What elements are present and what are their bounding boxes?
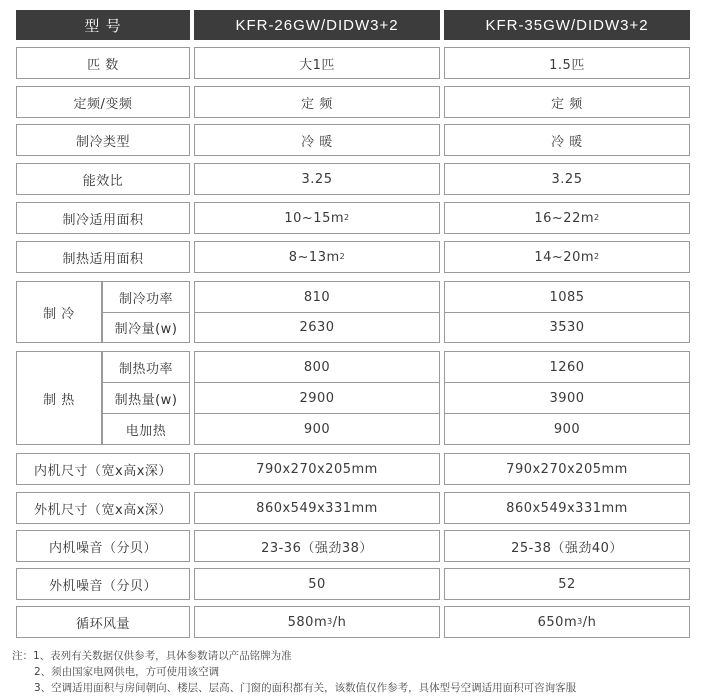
header-model-a: KFR-26GW/DIDW3+2	[194, 10, 440, 40]
note-3: 3、空调适用面积与房间朝向、楼层、层高、门窗的面积都有关，该数值仅作参考，具体型号空调适用面积可咨询客服	[34, 682, 577, 694]
row-outdoor-noise-a: 50	[194, 568, 440, 600]
row-cool-power-a: 810	[194, 281, 440, 313]
row-eer-b: 3.25	[444, 163, 690, 195]
notes	[12, 648, 702, 696]
row-cool-power-b: 1085	[444, 281, 690, 313]
row-freq-a: 定 频	[194, 86, 440, 118]
row-indoor-size-b: 790x270x205mm	[444, 453, 690, 485]
row-heat-power-b: 1260	[444, 351, 690, 383]
row-indoor-noise-b: 25-38（强劲40）	[444, 530, 690, 562]
row-airflow-a: 580m 3 /h	[194, 606, 440, 638]
row-heat-power-a: 800	[194, 351, 440, 383]
row-heat-area-a: 8~13m 2	[194, 241, 440, 273]
row-outdoor-size-label: 外机尺寸（宽x高x深）	[16, 492, 190, 524]
row-indoor-size-label: 内机尺寸（宽x高x深）	[16, 453, 190, 485]
row-electric-heat-b: 900	[444, 413, 690, 445]
row-electric-heat-a: 900	[194, 413, 440, 445]
note-2: 2、须由国家电网供电，方可使用该空调	[34, 666, 220, 678]
row-outdoor-noise-b: 52	[444, 568, 690, 600]
row-cool-capacity-b: 3530	[444, 312, 690, 343]
row-indoor-noise-label: 内机噪音（分贝）	[16, 530, 190, 562]
row-heat-area-label: 制热适用面积	[16, 241, 190, 273]
row-cool-area-b: 16~22m 2	[444, 202, 690, 234]
row-outdoor-size-b: 860x549x331mm	[444, 492, 690, 524]
row-cool-power-label: 制冷功率	[102, 281, 190, 313]
row-electric-heat-label: 电加热	[102, 413, 190, 445]
row-heat-area-b: 14~20m 2	[444, 241, 690, 273]
row-hp-label: 匹 数	[16, 47, 190, 79]
note-1: 注：1、表列有关数据仅供参考，具体参数请以产品铭牌为准	[12, 650, 292, 662]
row-eer-label: 能效比	[16, 163, 190, 195]
group-cooling-label: 制 冷	[16, 281, 102, 343]
row-indoor-noise-a: 23-36（强劲38）	[194, 530, 440, 562]
row-cool-capacity-label: 制冷量(w)	[102, 312, 190, 343]
row-heat-capacity-b: 3900	[444, 382, 690, 414]
row-cool-type-label: 制冷类型	[16, 124, 190, 156]
row-cool-area-label: 制冷适用面积	[16, 202, 190, 234]
row-cool-capacity-a: 2630	[194, 312, 440, 343]
row-outdoor-size-a: 860x549x331mm	[194, 492, 440, 524]
row-outdoor-noise-label: 外机噪音（分贝）	[16, 568, 190, 600]
row-cool-area-a: 10~15m 2	[194, 202, 440, 234]
group-heating-label: 制 热	[16, 351, 102, 445]
row-airflow-b: 650m 3 /h	[444, 606, 690, 638]
row-indoor-size-a: 790x270x205mm	[194, 453, 440, 485]
row-airflow-label: 循环风量	[16, 606, 190, 638]
row-freq-label: 定频/变频	[16, 86, 190, 118]
row-hp-b: 1.5匹	[444, 47, 690, 79]
row-eer-a: 3.25	[194, 163, 440, 195]
row-heat-capacity-a: 2900	[194, 382, 440, 414]
row-cool-type-b: 冷 暖	[444, 124, 690, 156]
row-heat-capacity-label: 制热量(w)	[102, 382, 190, 414]
row-cool-type-a: 冷 暖	[194, 124, 440, 156]
header-model-b: KFR-35GW/DIDW3+2	[444, 10, 690, 40]
row-freq-b: 定 频	[444, 86, 690, 118]
header-label: 型 号	[16, 10, 190, 40]
row-hp-a: 大1匹	[194, 47, 440, 79]
row-heat-power-label: 制热功率	[102, 351, 190, 383]
